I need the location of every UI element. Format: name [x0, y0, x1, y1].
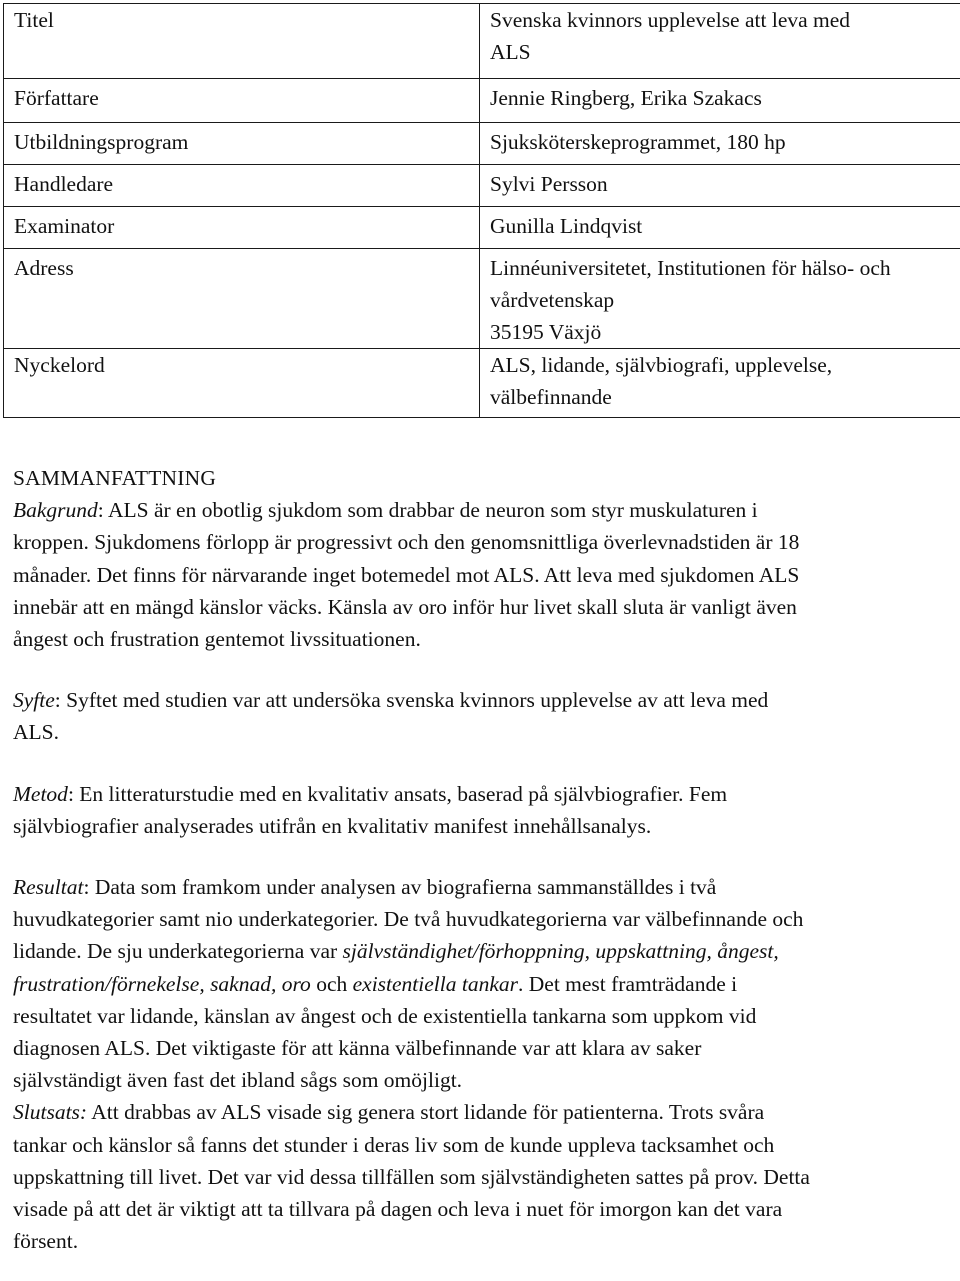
method-paragraph	[13, 778, 943, 842]
background-line: innebär att en mängd känslor väcks. Känsla av oro inför hur livet skall sluta är vanligt även	[13, 594, 797, 619]
row-value	[480, 4, 960, 79]
result-subcategories: existentiella tankar	[352, 971, 518, 996]
address-line: 35195 Växjö	[490, 320, 602, 344]
table-row-supervisor	[4, 165, 960, 207]
aim-paragraph	[13, 684, 943, 748]
paragraph-gap	[13, 842, 943, 871]
result-line: självständigt även fast det ibland sågs som omöjligt.	[13, 1068, 463, 1093]
conclusion-line: tankar och känslor så fanns det stunder i deras liv som de kunde uppleva tacksamhet och	[13, 1132, 775, 1157]
row-value: Sjuksköterskeprogrammet, 180 hp	[480, 123, 960, 165]
title-line: Svenska kvinnors upplevelse att leva med	[490, 8, 851, 32]
aim-line: Syfte: Syftet med studien var att undersöka svenska kvinnors upplevelse av att leva med	[13, 688, 769, 713]
row-value: Gunilla Lindqvist	[480, 207, 960, 249]
background-text: ALS är en obotlig sjukdom som drabbar de neuron som styr muskulaturen i	[107, 498, 758, 523]
result-line: huvudkategorier samt nio underkategorier. De två huvudkategorierna var välbefinnande och	[13, 907, 804, 932]
row-label: Handledare	[4, 165, 480, 207]
conclusion-line	[13, 1096, 943, 1128]
row-label: Examinator	[4, 207, 480, 249]
background-line: Bakgrund: ALS är en obotlig sjukdom som drabbar de neuron som styr muskulaturen i	[13, 498, 758, 523]
table-row-keywords	[4, 349, 960, 418]
conclusion-label: Slutsats:	[13, 1100, 88, 1125]
table-row-author	[4, 79, 960, 123]
result-text: och	[310, 971, 353, 996]
aim-text: Syftet med studien var att undersöka svenska kvinnors upplevelse av att leva med	[66, 688, 769, 713]
address-line: Linnéuniversitetet, Institutionen för hälso- och	[490, 256, 891, 280]
row-label: Utbildningsprogram	[4, 123, 480, 165]
paragraph-gap	[13, 749, 943, 778]
background-line: ångest och frustration gentemot livssituationen.	[13, 627, 421, 652]
result-text: Data som framkom under analysen av biografierna sammanställdes i två	[94, 875, 717, 900]
result-paragraph	[13, 871, 943, 1096]
background-label: Bakgrund	[13, 498, 98, 523]
row-label: Titel	[4, 4, 480, 79]
method-text: En litteraturstudie med en kvalitativ ansats, baserad på självbiografier. Fem	[79, 781, 728, 806]
result-text: lidande. De sju underkategorierna var	[13, 939, 343, 964]
row-label: Nyckelord	[4, 349, 480, 418]
background-line: månader. Det finns för närvarande inget botemedel mot ALS. Att leva med sjukdomen ALS	[13, 562, 800, 587]
row-label: Författare	[4, 79, 480, 123]
address-line: vårdvetenskap	[490, 288, 615, 312]
conclusion-line: försent.	[13, 1229, 79, 1254]
abstract-section	[13, 462, 943, 1257]
table-row-address	[4, 249, 960, 349]
conclusion-line: visade på att det är viktigt att ta tillvara på dagen och leva i nuet för imorgon kan det vara	[13, 1197, 783, 1222]
method-line: självbiografier analyserades utifrån en kvalitativ manifest innehållsanalys.	[13, 813, 652, 838]
title-line: ALS	[490, 40, 531, 64]
keywords-line: välbefinnande	[490, 385, 612, 409]
thesis-info-table	[3, 3, 960, 418]
result-subcategories: frustration/förnekelse, saknad, oro	[13, 971, 311, 996]
row-label: Adress	[4, 249, 480, 349]
result-line: resultatet var lidande, känslan av ångest och de existentiella tankarna som uppkom vid	[13, 1003, 757, 1028]
result-line: diagnosen ALS. Det viktigaste för att känna välbefinnande var att klara av saker	[13, 1036, 702, 1061]
conclusion-paragraph	[13, 1096, 943, 1257]
result-subcategories: självständighet/förhoppning, uppskattning, ångest,	[342, 939, 779, 964]
row-value: Sylvi Persson	[480, 165, 960, 207]
table-row-program	[4, 123, 960, 165]
aim-label: Syfte	[13, 688, 55, 713]
result-line	[13, 935, 943, 967]
row-value: Jennie Ringberg, Erika Szakacs	[480, 79, 960, 123]
result-label: Resultat	[13, 875, 84, 900]
background-paragraph	[13, 494, 943, 655]
method-label: Metod	[13, 781, 68, 806]
result-line: Resultat: Data som framkom under analysen av biografierna sammanställdes i två	[13, 875, 717, 900]
result-line	[13, 968, 943, 1000]
method-line: Metod: En litteraturstudie med en kvalitativ ansats, baserad på självbiografier. Fem	[13, 781, 728, 806]
abstract-heading: SAMMANFATTNING	[13, 466, 217, 490]
keywords-line: ALS, lidande, självbiografi, upplevelse,	[490, 353, 833, 377]
conclusion-text: Att drabbas av ALS visade sig genera stort lidande för patienterna. Trots svåra	[87, 1100, 765, 1125]
result-text: . Det mest framträdande i	[518, 971, 738, 996]
table-row-examiner	[4, 207, 960, 249]
aim-line: ALS.	[13, 720, 59, 745]
row-value	[480, 349, 960, 418]
table-row-title	[4, 4, 960, 79]
row-value	[480, 249, 960, 349]
background-line: kroppen. Sjukdomens förlopp är progressivt och den genomsnittliga överlevnadstiden är 18	[13, 530, 800, 555]
conclusion-line: uppskattning till livet. Det var vid dessa tillfällen som självständigheten sattes på prov. Detta	[13, 1164, 810, 1189]
paragraph-gap	[13, 655, 943, 684]
